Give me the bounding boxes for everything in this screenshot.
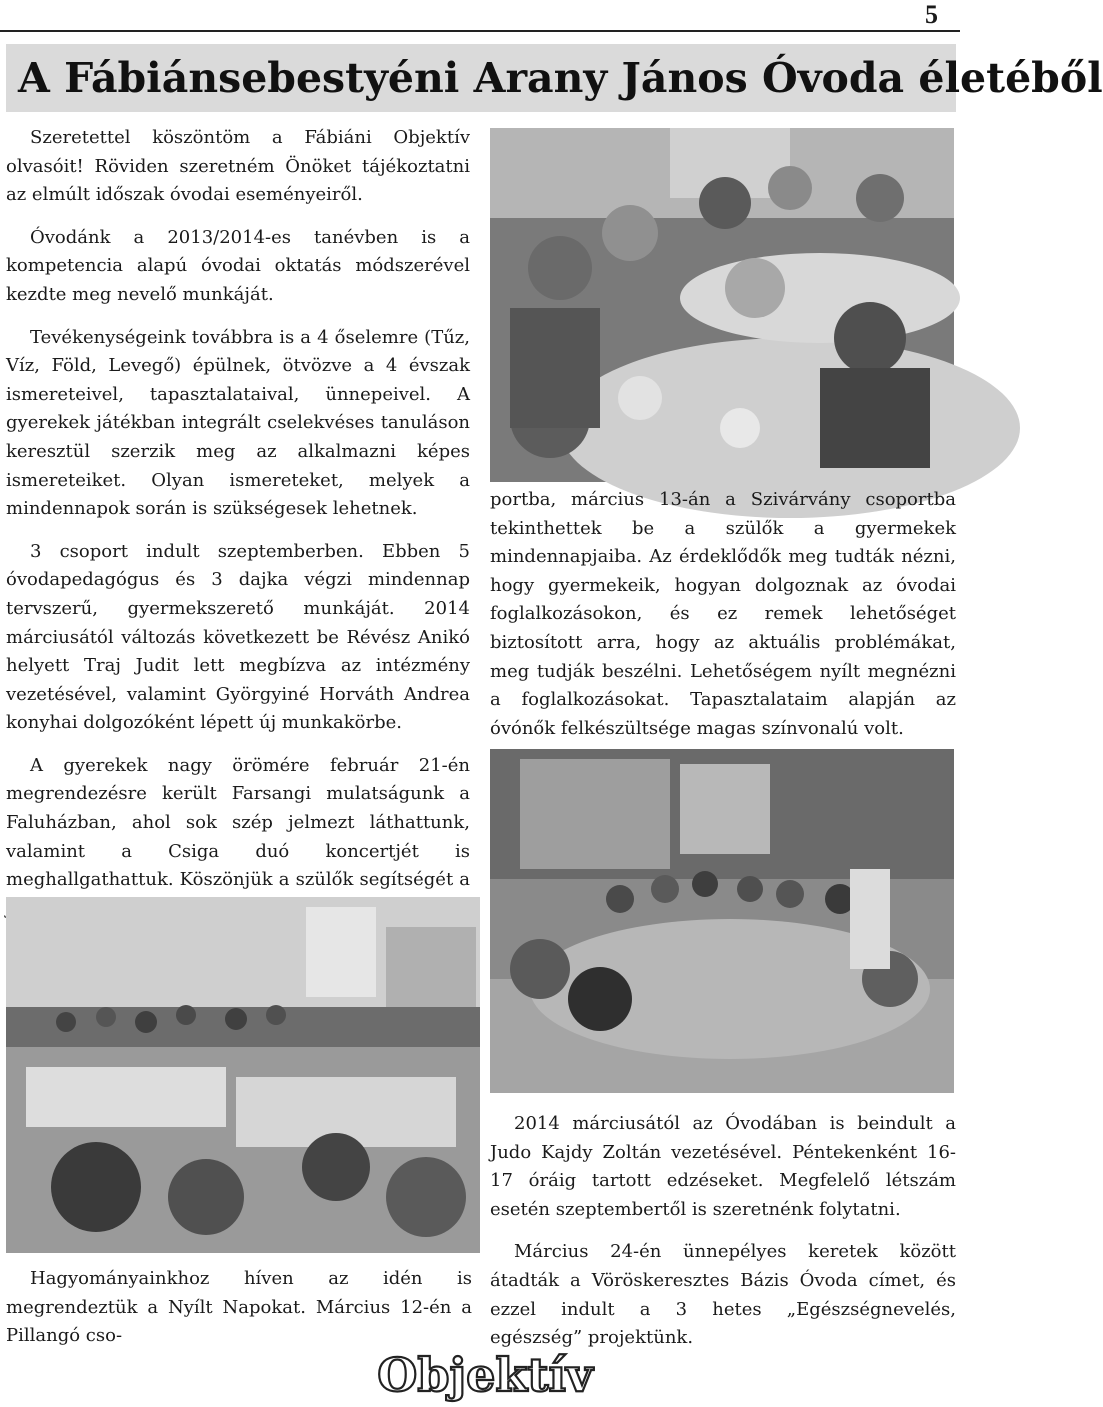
photo-children-circle	[490, 749, 954, 1093]
right-column-text	[490, 486, 956, 743]
paragraph-staff: 3 csoport indult szeptemberben. Ebben 5 óvodapedagógus és 3 dajka végzi mindennap tervszerű, gyermekszerető munkáját. 2014 márciusától változás következett be Révész Anikó helyett Traj Judit lett megbízva az intézmény vezetésével, valamint Györgyiné Horváth Andrea konyhai dolgozóként lépett új munkakörbe.	[6, 540, 470, 734]
paragraph-carnival: A gyerekek nagy örömére február 21-én megrendezésre került Farsangi mulatságunk a Faluházban, ahol sok szép jelmezt láthattunk, valamint a Csiga duó koncertjét is meghallgathattuk. Köszönjük a szülők segítségét a	[6, 754, 470, 891]
left-bottom-text	[6, 1265, 472, 1351]
page-number: 5	[925, 0, 938, 29]
article-title: A Fábiánsebestyéni Arany János Óvoda életéből	[18, 54, 1103, 102]
paragraph-greeting: Szeretettel köszöntöm a Fábiáni Objektív olvasóit! Röviden szeretném Önöket tájékoztatni az elmúlt időszak óvodai eseményeiről.	[6, 127, 470, 206]
paragraph-open-days-continued: portba, március 13-án a Szivárvány csoportba tekinthettek be a szülők a gyermekek mindennapjaiba. Az érdeklődők meg tudták nézni, hogy gyermekeik, hogyan dolgoznak az óvodai foglalkozásokon, és ez remek lehetőséget biztosított arra, hogy az aktuális problémákat, meg tudják beszélni. Lehetőségem nyílt megnézni a foglalkozásokat. Tapasztalataim alapján az óvónők felkészültsége magas színvonalú volt.	[490, 489, 956, 739]
photo-open-day-classroom	[6, 897, 480, 1253]
left-column-text	[6, 124, 470, 923]
paragraph-activities: Tevékenységeink továbbra is a 4 őselemre (Tűz, Víz, Föld, Levegő) épülnek, ötvözve a 4 évszak ismereteivel, tapasztalataival, ünnepeivel. A gyerekek játékban integrált cselekvéses tanuláson keresztül szerzik meg az alkalmazni képes ismereteiket. Olyan ismereteket, melyek a mindennapok során is szükségesek lehetnek.	[6, 326, 470, 520]
right-bottom-text	[490, 1110, 956, 1353]
paragraph-judo: 2014 márciusától az Óvodában is beindult a Judo Kajdy Zoltán vezetésével. Péntekenként 16-17 óráig tartott edzéseket. Megfelelő létszám esetén szeptembertől is szeretnénk folytatni.	[490, 1113, 956, 1220]
paragraph-red-cross: Március 24-én ünnepélyes keretek között átadták a Vöröskeresztes Bázis Óvoda címet, és ezzel indult a 3 hetes „Egészségnevelés, egészség” projektünk.	[490, 1241, 956, 1349]
photo-children-eating	[490, 128, 954, 482]
header-rule	[0, 30, 960, 32]
article-title-banner	[6, 44, 1103, 112]
paragraph-open-days: Hagyományainkhoz híven az idén is megrendeztük a Nyílt Napokat. Március 12-én a Pillangó cso-	[6, 1268, 472, 1347]
paragraph-methodology: Óvodánk a 2013/2014-es tanévben is a kompetencia alapú óvodai oktatás módszerével kezdte meg nevelő munkáját.	[6, 226, 470, 305]
logo-text: Objektív	[377, 1348, 593, 1402]
objektiv-logo	[360, 1345, 610, 1403]
